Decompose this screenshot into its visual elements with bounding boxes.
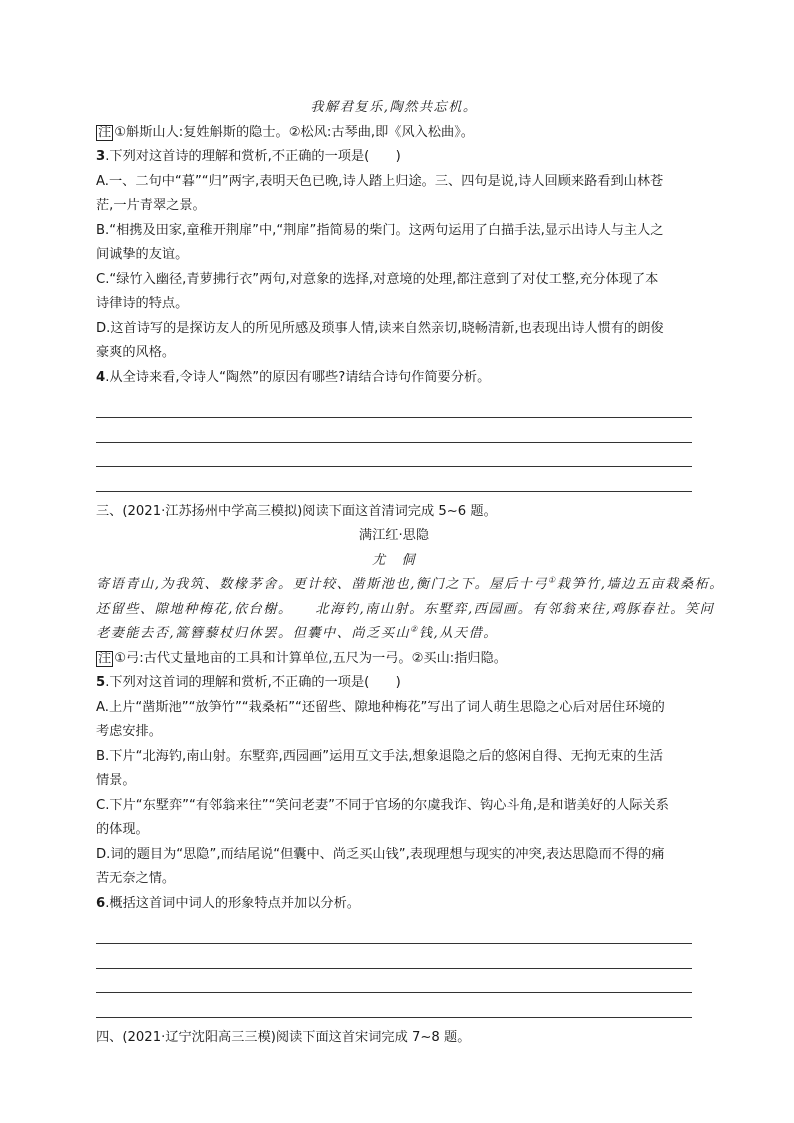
option-d: D.这首诗写的是探访友人的所见所感及琐事人情,读来自然亲切,晓畅清新,也表现出诗人惯有的朗俊: [96, 320, 664, 336]
note-text: ①弓:古代丈量地亩的工具和计算单位,五尺为一弓。②买山:指归隐。: [114, 650, 507, 666]
option-b-cont: 间诚挚的友谊。: [96, 247, 189, 262]
question-4-stem: 4.从全诗来看,令诗人“陶然”的原因有哪些?请结合诗句作简要分析。: [96, 369, 491, 385]
section-3-heading: 三、(2021·江苏扬州中学高三模拟)阅读下面这首清词完成 5~6 题。: [96, 503, 497, 519]
poem-last-line: 我解君复乐,陶然共忘机。: [310, 100, 478, 115]
answer-line[interactable]: [96, 944, 692, 968]
option-c: C.下片“东墅弈”“有邻翁来往”“笑问老妻”不同于官场的尔虞我诈、钩心斗角,是和谐美好的人际关系: [96, 797, 669, 813]
section-4-heading: 四、(2021·辽宁沈阳高三三模)阅读下面这首宋词完成 7~8 题。: [96, 1029, 471, 1045]
poem-author: 尤 侗: [371, 552, 417, 568]
question-number: 3: [96, 149, 106, 164]
option-c-cont: 诗律诗的特点。: [96, 296, 189, 311]
option-a-cont: 茫,一片青翠之景。: [96, 198, 206, 213]
question-5-stem: 5.下列对这首词的理解和赏析,不正确的一项是( ): [96, 675, 401, 691]
answer-line[interactable]: [96, 394, 692, 418]
poem-note: [96, 121, 692, 146]
answer-lines-q6[interactable]: [96, 920, 692, 1018]
answer-line[interactable]: [96, 467, 692, 491]
poem-line-3: 老妻能去否,篙簪藜杖归休罢。但囊中、尚乏买山②钱,从天借。: [96, 624, 498, 642]
poem-note: [96, 647, 692, 672]
answer-line[interactable]: [96, 418, 692, 442]
option-b: B.“相携及田家,童稚开荆扉”中,“荆扉”指简易的柴门。这两句运用了白描手法,显示出诗人与主人之: [96, 222, 664, 238]
option-c-cont: 的体现。: [96, 822, 149, 838]
note-text: ①斛斯山人:复姓斛斯的隐士。②松风:古琴曲,即《风入松曲》。: [114, 124, 474, 140]
option-a: A.上片“凿斯池”“放笋竹”“栽桑柘”“还留些、隙地种梅花”写出了词人萌生思隐之心后对居住环境的: [96, 699, 665, 715]
question-number: 5: [96, 675, 106, 691]
option-a: A.一、二句中“暮”“归”两字,表明天色已晚,诗人踏上归途。三、四句是说,诗人回顾来路看到山林苍: [96, 173, 664, 189]
option-d-cont: 苦无奈之情。: [96, 871, 176, 887]
note-label: 注: [98, 124, 112, 140]
option-c: C.“绿竹入幽径,青萝拂行衣”两句,对意象的选择,对意境的处理,都注意到了对仗工整,充分体现了本: [96, 271, 659, 287]
answer-line[interactable]: [96, 969, 692, 993]
poem-line-2: 还留些、隙地种梅花,依台榭。 北海钓,南山射。东墅弈,西园画。有邻翁来往,鸡豚春社。笑问: [96, 601, 715, 617]
option-a-cont: 考虑安排。: [96, 724, 162, 740]
answer-line[interactable]: [96, 920, 692, 944]
option-b: B.下片“北海钓,南山射。东墅弈,西园画”运用互文手法,想象退隐之后的悠闲自得、无拘无束的生活: [96, 748, 663, 764]
question-number: 6: [96, 895, 106, 911]
answer-line[interactable]: [96, 993, 692, 1017]
poem-title: 满江红·思隐: [358, 528, 430, 544]
document-page: [96, 96, 724, 1050]
option-b-cont: 情景。: [96, 773, 136, 789]
poem-line-1: 寄语青山,为我筑、数椽茅舍。更计较、凿斯池也,衡门之下。屋后十弓①栽笋竹,墙边五亩栽桑柘。: [96, 575, 724, 593]
question-number: 4: [96, 369, 106, 385]
note-label: 注: [98, 650, 112, 666]
answer-line[interactable]: [96, 443, 692, 467]
option-d-cont: 豪爽的风格。: [96, 345, 176, 360]
question-3-stem: 3.下列对这首诗的理解和赏析,不正确的一项是( ): [96, 149, 401, 164]
question-6-stem: 6.概括这首词中词人的形象特点并加以分析。: [96, 895, 360, 911]
option-d: D.词的题目为“思隐”,而结尾说“但囊中、尚乏买山钱”,表现理想与现实的冲突,表达思隐而不得的痛: [96, 846, 665, 862]
answer-lines-q4[interactable]: [96, 394, 692, 492]
